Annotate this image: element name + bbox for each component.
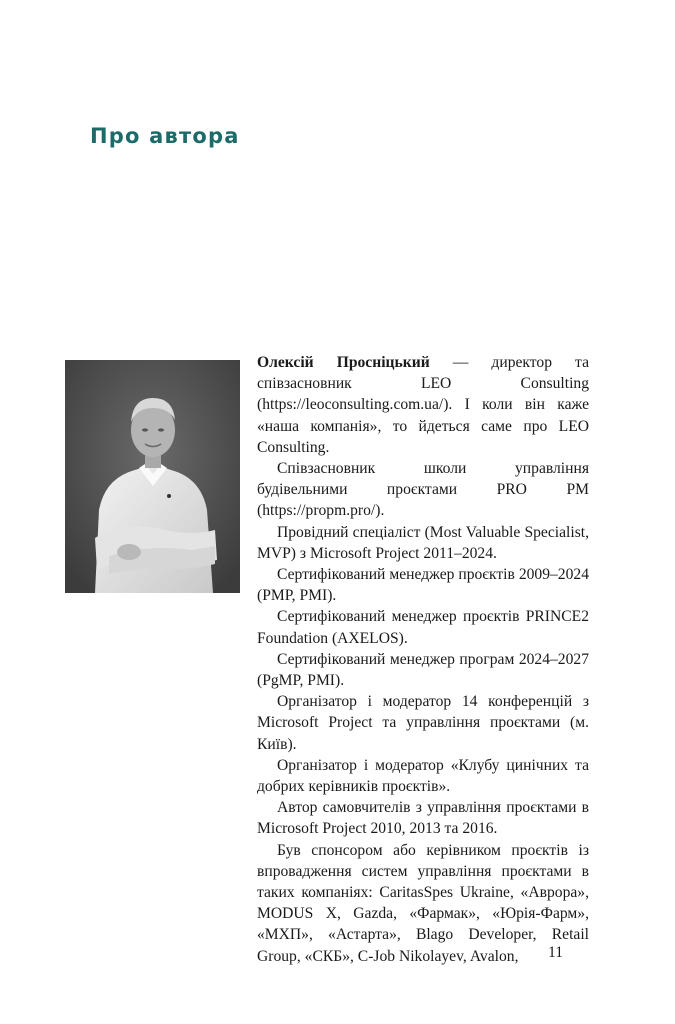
- page-heading: Про автора: [90, 124, 240, 148]
- bio-paragraph: Був спонсором або керівником проєктів із впровадження систем управління проєктами в таких компаніях: CaritasSpes Ukraine, «Аврора», MODUS X, Gazda, «Фармак», «Юрія-Фарм», «МХП», «Астарта», Blago Developer, Retail Group, «СКБ», C-Job Nikolayev, Avalon,: [257, 841, 589, 965]
- bio-paragraph: Сертифікований менеджер програм 2024–2027 (PgMP, PMI).: [257, 650, 589, 690]
- author-name: Олексій Просніцький: [257, 354, 430, 371]
- bio-paragraph: Співзасновник школи управління будівельними проєктами PRO PM (https://propm.pro/).: [257, 460, 589, 520]
- bio-paragraph: Організатор і модератор 14 конференцій з Microsoft Project та управління проєктами (м. Київ).: [257, 693, 589, 753]
- bio-paragraph: Сертифікований менеджер проєктів PRINCE2 Foundation (AXELOS).: [257, 608, 589, 647]
- author-photo: [65, 360, 240, 593]
- bio-intro-text: — директор та співзасновник LEO Consulting (https://leoconsulting.com.ua/). І коли він каже «наша компанія», то йдеться саме про LEO Consulting.: [257, 354, 589, 456]
- page-number: 11: [548, 944, 564, 961]
- bio-paragraph: Автор самовчителів з управління проєктами в Microsoft Project 2010, 2013 та 2016.: [257, 799, 589, 838]
- bio-paragraph: Організатор і модератор «Клубу цинічних та добрих керівників проєктів».: [257, 756, 589, 796]
- author-bio: [257, 352, 589, 967]
- bio-paragraph: Сертифікований менеджер проєктів 2009–2024 (PMP, PMI).: [257, 566, 589, 605]
- bio-intro: [257, 352, 589, 458]
- bio-paragraph: Провідний спеціаліст (Most Valuable Specialist, MVP) з Microsoft Project 2011–2024.: [257, 523, 589, 562]
